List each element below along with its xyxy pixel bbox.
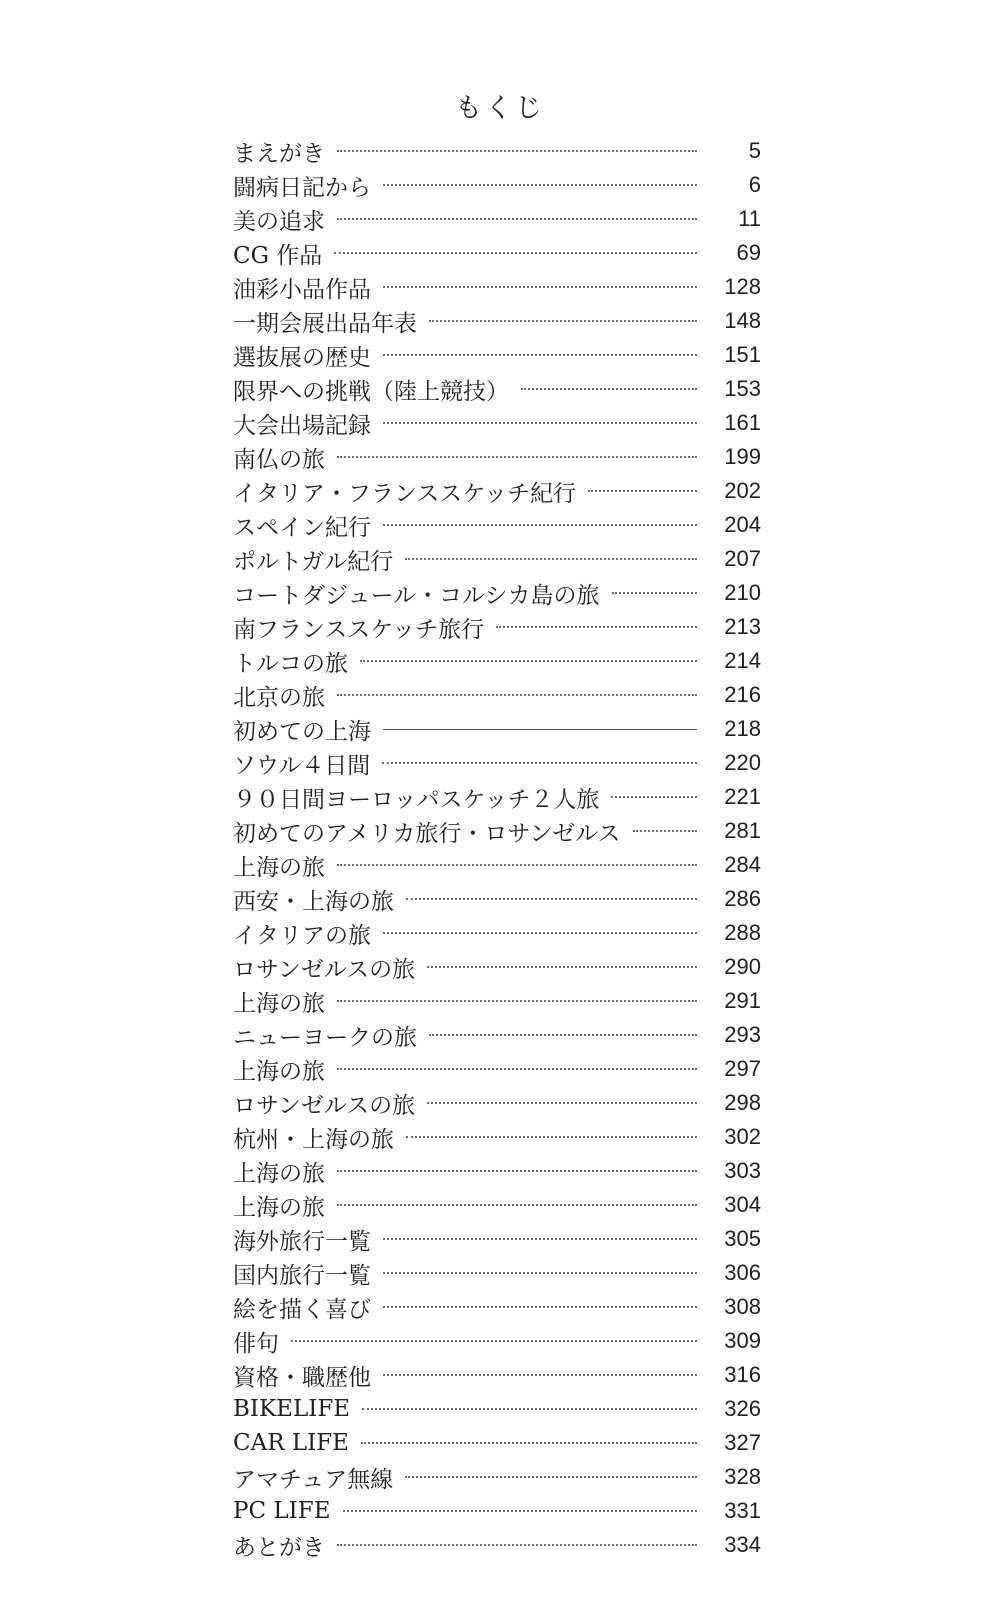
toc-entry-page-number: 328 bbox=[724, 1464, 761, 1489]
dot-leader bbox=[382, 762, 697, 764]
toc-entry-page-number: 316 bbox=[724, 1362, 761, 1387]
toc-entry-label: 北京の旅 bbox=[233, 684, 325, 711]
toc-entry-label: 限界への挑戦（陸上競技） bbox=[233, 378, 509, 405]
dot-leader bbox=[383, 524, 697, 526]
toc-entry-page-number: 128 bbox=[724, 274, 761, 299]
dot-leader bbox=[429, 320, 697, 322]
toc-entry bbox=[233, 304, 761, 338]
dot-leader bbox=[427, 1102, 697, 1104]
dot-leader bbox=[383, 1238, 697, 1240]
toc-entry-page-number: 69 bbox=[736, 240, 761, 265]
toc-entry-page-number: 11 bbox=[738, 206, 761, 231]
toc-entry-label: 杭州・上海の旅 bbox=[233, 1126, 394, 1153]
toc-entry-label: 上海の旅 bbox=[233, 1058, 325, 1085]
toc-entry bbox=[233, 1120, 761, 1154]
toc-entry-label: 上海の旅 bbox=[233, 1160, 325, 1187]
toc-entry-label: 西安・上海の旅 bbox=[233, 888, 394, 915]
toc-entry-page-number: 290 bbox=[724, 954, 761, 979]
toc-entry bbox=[233, 1052, 761, 1086]
toc-entry bbox=[233, 882, 761, 916]
toc-entry-page-number: 304 bbox=[724, 1192, 761, 1217]
toc-entry-label: 俳句 bbox=[233, 1330, 279, 1357]
toc-entry bbox=[233, 1188, 761, 1222]
toc-entry-label: イタリア・フランススケッチ紀行 bbox=[233, 480, 577, 507]
toc-entry bbox=[233, 644, 761, 678]
toc-entry-page-number: 297 bbox=[724, 1056, 761, 1081]
toc-entry bbox=[233, 814, 761, 848]
toc-entry bbox=[233, 950, 761, 984]
toc-entry-page-number: 305 bbox=[724, 1226, 761, 1251]
toc-entry-page-number: 293 bbox=[724, 1022, 761, 1047]
toc-entry bbox=[233, 270, 761, 304]
toc-entry bbox=[233, 1018, 761, 1052]
toc-entry-label: 資格・職歴他 bbox=[233, 1364, 371, 1391]
toc-entry-page-number: 202 bbox=[724, 478, 761, 503]
toc-entry-page-number: 221 bbox=[724, 784, 761, 809]
toc-entry-page-number: 148 bbox=[724, 308, 761, 333]
dot-leader bbox=[612, 592, 697, 594]
toc-entry-label: まえがき bbox=[233, 140, 325, 167]
toc-entry-label: CAR LIFE bbox=[233, 1430, 349, 1456]
toc-entry bbox=[233, 134, 761, 168]
dot-leader bbox=[337, 456, 697, 458]
toc-entry-label: 絵を描く喜び bbox=[233, 1296, 371, 1323]
toc-entry bbox=[233, 1358, 761, 1392]
toc-entry bbox=[233, 1086, 761, 1120]
dot-leader bbox=[383, 354, 697, 356]
toc-entry-label: ポルトガル紀行 bbox=[233, 548, 394, 575]
toc-entry-page-number: 6 bbox=[748, 172, 761, 197]
toc-entry-page-number: 161 bbox=[724, 410, 761, 435]
toc-entry-label: 初めてのアメリカ旅行・ロサンゼルス bbox=[233, 820, 621, 847]
toc-entry-page-number: 303 bbox=[724, 1158, 761, 1183]
dot-leader bbox=[337, 150, 697, 152]
toc-entry-page-number: 207 bbox=[724, 546, 761, 571]
toc-entry bbox=[233, 678, 761, 712]
dot-leader bbox=[383, 729, 697, 730]
dot-leader bbox=[383, 932, 697, 934]
toc-entry-label: 南仏の旅 bbox=[233, 446, 325, 473]
toc-entry-label: ソウル４日間 bbox=[233, 752, 371, 779]
toc-entry-label: 上海の旅 bbox=[233, 1194, 325, 1221]
toc-entry-page-number: 331 bbox=[724, 1498, 761, 1523]
toc-entry bbox=[233, 236, 761, 270]
toc-entry bbox=[233, 372, 761, 406]
toc-entry bbox=[233, 1426, 761, 1460]
dot-leader bbox=[406, 1136, 697, 1138]
toc-entry-page-number: 306 bbox=[724, 1260, 761, 1285]
dot-leader bbox=[429, 1034, 697, 1036]
table-of-contents bbox=[233, 134, 761, 1562]
dot-leader bbox=[521, 388, 697, 390]
toc-entry-page-number: 302 bbox=[724, 1124, 761, 1149]
toc-entry bbox=[233, 1290, 761, 1324]
toc-entry-page-number: 214 bbox=[724, 648, 761, 673]
dot-leader bbox=[405, 558, 697, 560]
toc-entry bbox=[233, 746, 761, 780]
toc-entry-label: 美の追求 bbox=[233, 208, 325, 235]
toc-entry bbox=[233, 202, 761, 236]
toc-entry bbox=[233, 1392, 761, 1426]
toc-entry-label: コートダジュール・コルシカ島の旅 bbox=[233, 582, 600, 609]
toc-entry bbox=[233, 338, 761, 372]
dot-leader bbox=[383, 286, 697, 288]
toc-entry bbox=[233, 440, 761, 474]
toc-entry bbox=[233, 916, 761, 950]
dot-leader bbox=[633, 830, 697, 832]
toc-entry bbox=[233, 1528, 761, 1562]
toc-entry bbox=[233, 712, 761, 746]
dot-leader bbox=[337, 864, 697, 866]
dot-leader bbox=[337, 1068, 697, 1070]
toc-entry bbox=[233, 610, 761, 644]
toc-entry-page-number: 291 bbox=[724, 988, 761, 1013]
toc-entry-label: 初めての上海 bbox=[233, 718, 371, 745]
toc-entry-label: 選抜展の歴史 bbox=[233, 344, 371, 371]
toc-entry-label: PC LIFE bbox=[233, 1498, 331, 1524]
toc-entry bbox=[233, 1256, 761, 1290]
dot-leader bbox=[406, 898, 697, 900]
toc-entry-label: 海外旅行一覧 bbox=[233, 1228, 371, 1255]
toc-entry bbox=[233, 1460, 761, 1494]
toc-entry-label: ロサンゼルスの旅 bbox=[233, 956, 416, 983]
dot-leader bbox=[337, 694, 697, 696]
toc-entry-page-number: 5 bbox=[748, 138, 761, 163]
toc-entry-label: 上海の旅 bbox=[233, 854, 325, 881]
toc-entry-page-number: 204 bbox=[724, 512, 761, 537]
dot-leader bbox=[337, 1544, 697, 1546]
toc-entry-page-number: 309 bbox=[724, 1328, 761, 1353]
toc-entry bbox=[233, 1324, 761, 1358]
dot-leader bbox=[337, 1000, 697, 1002]
toc-entry-label: 一期会展出品年表 bbox=[233, 310, 417, 337]
toc-entry-label: 油彩小品作品 bbox=[233, 276, 371, 303]
toc-entry-label: 国内旅行一覧 bbox=[233, 1262, 371, 1289]
dot-leader bbox=[611, 796, 697, 798]
toc-entry-page-number: 327 bbox=[724, 1430, 761, 1455]
toc-entry-page-number: 308 bbox=[724, 1294, 761, 1319]
dot-leader bbox=[405, 1476, 697, 1478]
toc-entry-label: スペイン紀行 bbox=[233, 514, 371, 541]
toc-entry bbox=[233, 542, 761, 576]
dot-leader bbox=[427, 966, 697, 968]
toc-entry bbox=[233, 1154, 761, 1188]
toc-entry-label: ９０日間ヨーロッパスケッチ２人旅 bbox=[233, 786, 600, 813]
toc-entry bbox=[233, 406, 761, 440]
toc-entry-page-number: 298 bbox=[724, 1090, 761, 1115]
toc-entry-page-number: 286 bbox=[724, 886, 761, 911]
dot-leader bbox=[337, 1170, 697, 1172]
toc-entry-label: CG 作品 bbox=[233, 242, 323, 269]
toc-entry-page-number: 199 bbox=[724, 444, 761, 469]
toc-entry bbox=[233, 1222, 761, 1256]
toc-entry-label: ロサンゼルスの旅 bbox=[233, 1092, 416, 1119]
toc-entry-label: あとがき bbox=[233, 1534, 325, 1561]
page-title: もくじ bbox=[455, 93, 545, 124]
toc-entry bbox=[233, 984, 761, 1018]
toc-entry-page-number: 218 bbox=[724, 716, 761, 741]
dot-leader bbox=[291, 1340, 697, 1342]
dot-leader bbox=[383, 184, 697, 186]
toc-entry-page-number: 220 bbox=[724, 750, 761, 775]
toc-entry bbox=[233, 474, 761, 508]
toc-entry bbox=[233, 168, 761, 202]
toc-entry-label: 闘病日記から bbox=[233, 174, 371, 201]
toc-entry-page-number: 153 bbox=[724, 376, 761, 401]
dot-leader bbox=[496, 626, 697, 628]
dot-leader bbox=[334, 252, 697, 254]
dot-leader bbox=[360, 660, 697, 662]
toc-entry-page-number: 326 bbox=[724, 1396, 761, 1421]
toc-entry-label: 上海の旅 bbox=[233, 990, 325, 1017]
dot-leader bbox=[383, 1374, 697, 1376]
toc-entry-page-number: 216 bbox=[724, 682, 761, 707]
toc-entry-page-number: 281 bbox=[724, 818, 761, 843]
toc-entry bbox=[233, 508, 761, 542]
dot-leader bbox=[343, 1510, 698, 1512]
toc-entry-page-number: 210 bbox=[724, 580, 761, 605]
dot-leader bbox=[588, 490, 697, 492]
toc-entry-label: イタリアの旅 bbox=[233, 922, 371, 949]
toc-entry-page-number: 288 bbox=[724, 920, 761, 945]
toc-entry bbox=[233, 780, 761, 814]
toc-entry-label: 大会出場記録 bbox=[233, 412, 371, 439]
dot-leader bbox=[361, 1442, 697, 1444]
dot-leader bbox=[337, 1204, 697, 1206]
toc-entry bbox=[233, 576, 761, 610]
dot-leader bbox=[362, 1408, 697, 1410]
toc-entry-label: トルコの旅 bbox=[233, 650, 348, 677]
dot-leader bbox=[383, 422, 697, 424]
toc-entry-label: ニューヨークの旅 bbox=[233, 1024, 417, 1051]
dot-leader bbox=[337, 218, 697, 220]
toc-entry-page-number: 151 bbox=[724, 342, 761, 367]
toc-entry-page-number: 213 bbox=[724, 614, 761, 639]
toc-entry bbox=[233, 1494, 761, 1528]
dot-leader bbox=[383, 1306, 697, 1308]
toc-entry-label: 南フランススケッチ旅行 bbox=[233, 616, 485, 643]
toc-entry-page-number: 284 bbox=[724, 852, 761, 877]
toc-entry-page-number: 334 bbox=[724, 1532, 761, 1557]
dot-leader bbox=[383, 1272, 697, 1274]
toc-entry-label: アマチュア無線 bbox=[233, 1466, 394, 1493]
toc-entry-label: BIKELIFE bbox=[233, 1396, 351, 1422]
toc-entry bbox=[233, 848, 761, 882]
